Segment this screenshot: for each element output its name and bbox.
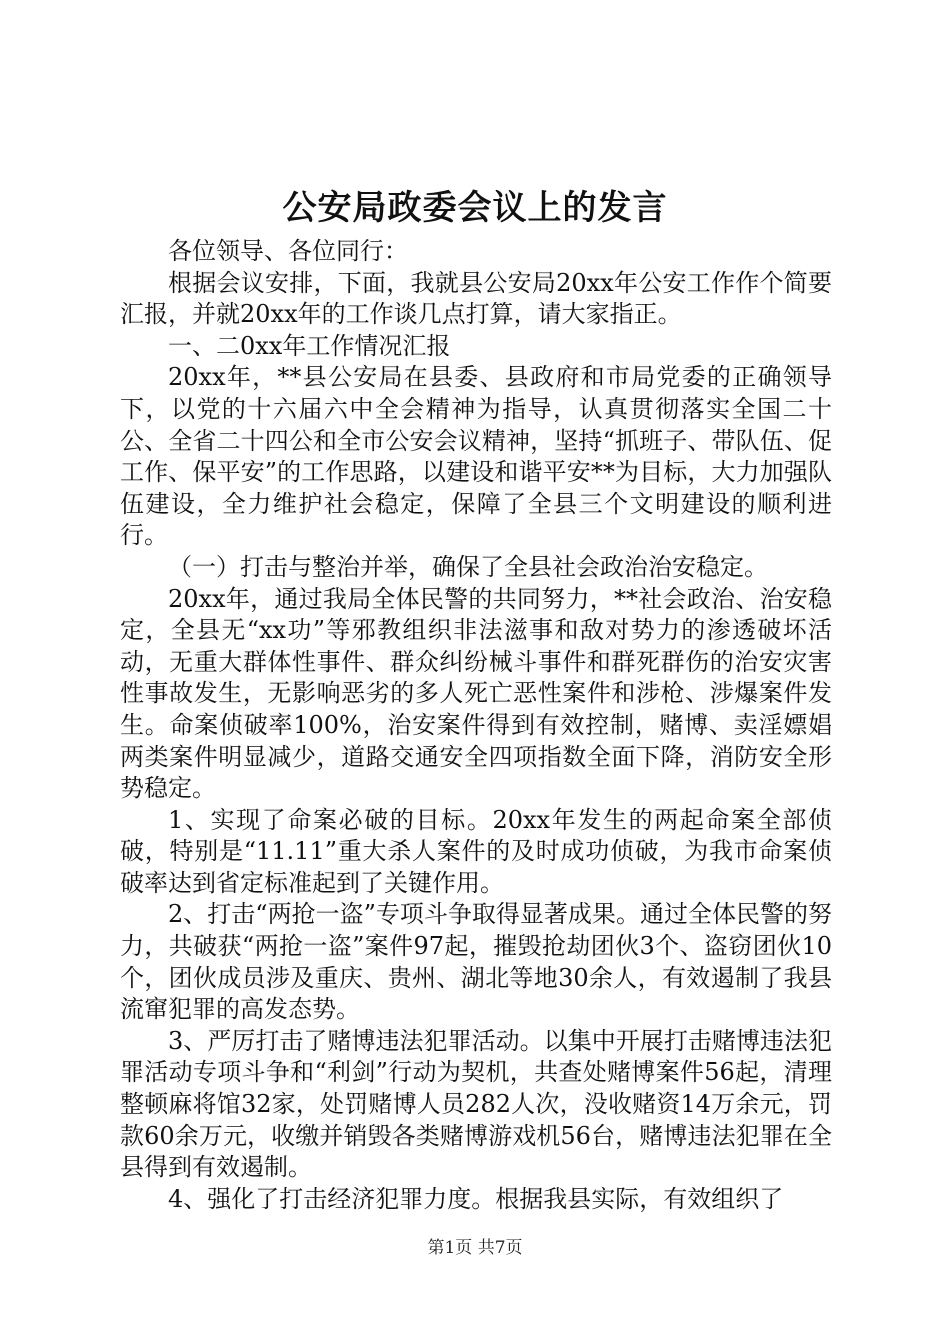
list-item-paragraph: 4、强化了打击经济犯罪力度。根据我县实际，有效组织了 xyxy=(168,1184,784,1213)
body-paragraph: 20xx年，**县公安局在县委、县政府和市局党委的正确领导下，以党的十六届六中全会精神为指导，认真贯彻落实全国二十公、全省二十四公和全市公安会议精神，坚持“抓班子、带队伍、促工作、保平安”的工作思路，以建设和谐平安**为目标，大力加强队伍建设，全力维护社会稳定，保障了全县三个文明建设的顺利进行。 xyxy=(120,363,832,550)
body-paragraph: 20xx年，通过我局全体民警的共同努力，**社会政治、治安稳定，全县无“xx功”等邪教组织非法滋事和敌对势力的渗透破坏活动，无重大群体性事件、群众纠纷械斗事件和群死群伤的治安灾害性事故发生，无影响恶劣的多人死亡恶性案件和涉枪、涉爆案件发生。命案侦破率100%，治安案件得到有效控制，赌博、卖淫嫖娼两类案件明显减少，道路交通安全四项指数全面下降，消防安全形势稳定。 xyxy=(120,584,832,803)
list-item-paragraph: 2、打击“两抢一盗”专项斗争取得显著成果。通过全体民警的努力，共破获“两抢一盗”案件97起，摧毁抢劫团伙3个、盗窃团伙10个，团伙成员涉及重庆、贵州、湖北等地30余人，有效遏制了我县流窜犯罪的高发态势。 xyxy=(120,900,832,1024)
intro-paragraph: 根据会议安排，下面，我就县公安局20xx年公安工作作个简要汇报，并就20xx年的工作谈几点打算，请大家指正。 xyxy=(120,268,832,329)
list-item-paragraph: 1、实现了命案必破的目标。20xx年发生的两起命案全部侦破，特别是“11.11”重大杀人案件的及时成功侦破，为我市命案侦破率达到省定标准起到了关键作用。 xyxy=(120,805,832,897)
document-body xyxy=(120,236,832,1215)
list-item-paragraph: 3、严厉打击了赌博违法犯罪活动。以集中开展打击赌博违法犯罪活动专项斗争和“利剑”行动为契机，共查处赌博案件56起，清理整顿麻将馆32家，处罚赌博人员282人次，没收赌资14万余元，罚款60余万元，收缴并销毁各类赌博游戏机56台，赌博违法犯罪在全县得到有效遏制。 xyxy=(120,1026,832,1182)
page-number-footer: 第1页 共7页 xyxy=(427,1238,523,1258)
salutation-paragraph: 各位领导、各位同行： xyxy=(168,237,408,265)
subsection-heading: （一）打击与整治并举，确保了全县社会政治治安稳定。 xyxy=(168,552,768,581)
section-heading: 一、二0xx年工作情况汇报 xyxy=(168,331,451,360)
document-title: 公安局政委会议上的发言 xyxy=(282,188,668,228)
